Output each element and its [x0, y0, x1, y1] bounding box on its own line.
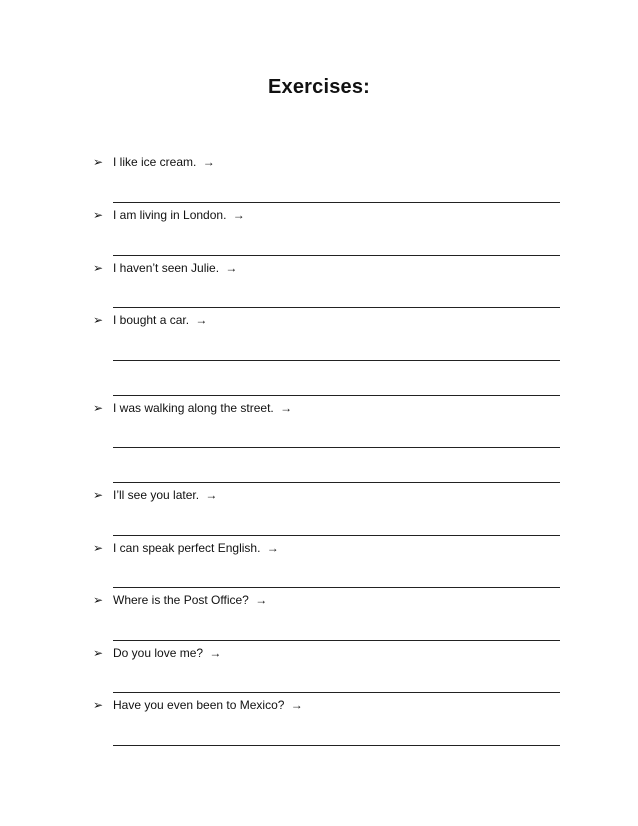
exercise-text: I was walking along the street. — [113, 401, 274, 415]
exercise-text: I am living in London. — [113, 208, 227, 222]
exercise-prompt — [113, 311, 207, 329]
answer-line[interactable] — [113, 482, 560, 483]
bullet-arrow-icon: ➢ — [93, 261, 104, 275]
bullet-arrow-icon: ➢ — [93, 488, 104, 502]
right-arrow-icon: → — [232, 208, 245, 222]
bullet-arrow-icon: ➢ — [93, 208, 104, 222]
exercise-prompt — [113, 399, 292, 417]
exercise-text: Have you even been to Mexico? — [113, 698, 285, 712]
exercise-text: Where is the Post Office? — [113, 593, 249, 607]
exercise-item — [0, 206, 638, 226]
exercise-prompt — [113, 696, 303, 714]
exercise-item — [0, 539, 638, 559]
exercise-text: Do you love me? — [113, 646, 204, 660]
right-arrow-icon: → — [225, 261, 238, 275]
right-arrow-icon: → — [205, 488, 218, 502]
exercise-prompt — [113, 486, 217, 504]
exercise-text: I can speak perfect English. — [113, 541, 261, 555]
answer-line[interactable] — [113, 360, 560, 361]
right-arrow-icon: → — [280, 401, 293, 415]
right-arrow-icon: → — [195, 313, 208, 327]
answer-line[interactable] — [113, 307, 560, 308]
exercise-item — [0, 153, 638, 173]
exercise-prompt — [113, 206, 245, 224]
answer-line[interactable] — [113, 447, 560, 448]
answer-line[interactable] — [113, 255, 560, 256]
exercise-item — [0, 696, 638, 716]
exercise-item — [0, 311, 638, 331]
exercise-item — [0, 591, 638, 611]
bullet-arrow-icon: ➢ — [93, 401, 104, 415]
bullet-arrow-icon: ➢ — [93, 698, 104, 712]
exercise-text: I haven’t seen Julie. — [113, 261, 220, 275]
bullet-arrow-icon: ➢ — [93, 541, 104, 555]
exercise-item — [0, 644, 638, 664]
bullet-arrow-icon: ➢ — [93, 155, 104, 169]
answer-line[interactable] — [113, 587, 560, 588]
page-title: Exercises: — [267, 76, 371, 98]
exercise-prompt — [113, 644, 221, 662]
answer-line[interactable] — [113, 535, 560, 536]
answer-line[interactable] — [113, 395, 560, 396]
exercise-text: I like ice cream. — [113, 155, 197, 169]
exercise-prompt — [113, 539, 279, 557]
answer-line[interactable] — [113, 745, 560, 746]
bullet-arrow-icon: ➢ — [93, 646, 104, 660]
bullet-arrow-icon: ➢ — [93, 593, 104, 607]
exercise-item — [0, 486, 638, 506]
answer-line[interactable] — [113, 692, 560, 693]
exercise-prompt — [113, 153, 215, 171]
right-arrow-icon: → — [255, 593, 268, 607]
right-arrow-icon: → — [202, 155, 215, 169]
answer-line[interactable] — [113, 202, 560, 203]
bullet-arrow-icon: ➢ — [93, 313, 104, 327]
right-arrow-icon: → — [266, 541, 279, 555]
exercise-item — [0, 399, 638, 419]
answer-line[interactable] — [113, 640, 560, 641]
exercise-item — [0, 259, 638, 279]
exercise-text: I’ll see you later. — [113, 488, 200, 502]
right-arrow-icon: → — [290, 698, 303, 712]
exercise-text: I bought a car. — [113, 313, 190, 327]
exercise-prompt — [113, 259, 237, 277]
right-arrow-icon: → — [209, 646, 222, 660]
exercise-prompt — [113, 591, 267, 609]
